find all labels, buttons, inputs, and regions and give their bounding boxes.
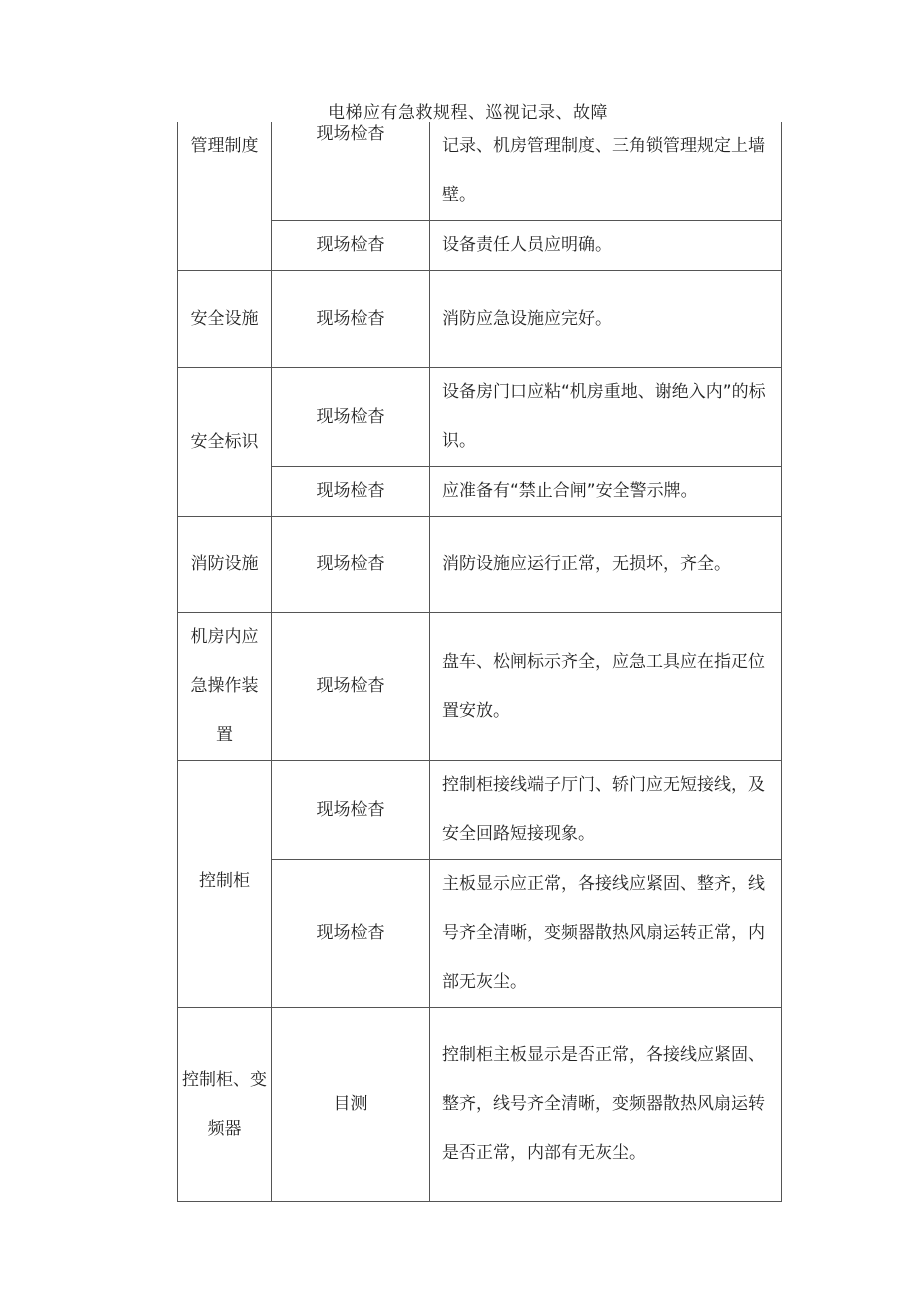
requirement-text: 盘车、松闸标示齐全，应急工具应在指疋位置安放。 <box>442 651 765 721</box>
method-label: 现场检杳 <box>316 676 385 696</box>
method-label: 现场检杳 <box>316 799 385 820</box>
table-row <box>178 271 782 368</box>
method-label: 目测 <box>333 1094 368 1114</box>
requirement-text: 消防设施应运行正常，无损坏，齐全。 <box>442 554 731 574</box>
method-cell <box>272 122 430 221</box>
method-cell <box>272 1008 430 1202</box>
category-label: 控制柜 <box>199 871 250 891</box>
method-label: 现场检杳 <box>316 554 385 574</box>
category-label: 管理制度 <box>190 136 259 156</box>
method-label: 现场检杳 <box>316 124 385 144</box>
requirement-text: 设备房门口应粘“机房重地、谢绝入内”的标识。 <box>442 382 766 451</box>
table-row <box>178 368 782 467</box>
header-text: 电梯应有急救规程、巡视记录、故障 <box>328 103 608 123</box>
category-label: 安全标识 <box>190 431 259 452</box>
method-label: 现场检杳 <box>316 406 385 427</box>
requirement-text: 设备责任人员应明确。 <box>442 235 612 255</box>
requirement-cell <box>430 271 782 368</box>
requirement-text: 应准备有“禁止合闸”安全警示牌。 <box>442 481 698 501</box>
requirement-cell <box>430 467 782 517</box>
category-label: 控制柜、变频器 <box>182 1069 267 1139</box>
requirement-cell <box>430 613 782 761</box>
requirement-cell <box>430 122 782 221</box>
method-label: 现场检杳 <box>316 481 385 501</box>
method-cell <box>272 517 430 613</box>
category-label: 机房内应急操作装置 <box>190 627 259 745</box>
requirement-text: 主板显示应正常，各接线应紧固、整齐，线号齐全清晰，变频器散热风扇运转正常，内部无灰尘。 <box>442 874 765 992</box>
requirement-cell <box>430 761 782 860</box>
method-cell <box>272 271 430 368</box>
category-label: 消防设施 <box>190 554 259 574</box>
method-cell <box>272 761 430 860</box>
requirement-text: 控制柜接线端子厅门、轿门应无短接线，及安全回路短接现象。 <box>442 775 765 844</box>
method-cell <box>272 860 430 1008</box>
category-cell <box>178 271 272 368</box>
method-cell <box>272 613 430 761</box>
requirement-cell <box>430 221 782 271</box>
category-cell <box>178 517 272 613</box>
table-row <box>178 761 782 860</box>
method-label: 现场检杳 <box>316 235 385 255</box>
table-row <box>178 517 782 613</box>
table-row <box>178 122 782 221</box>
requirement-cell <box>430 368 782 467</box>
method-label: 现场检杳 <box>316 923 385 943</box>
requirement-text: 消防应急设施应完好。 <box>442 308 612 329</box>
category-cell <box>178 368 272 517</box>
inspection-table <box>177 122 782 1202</box>
requirement-text: 控制柜主板显示是否正常，各接线应紧固、整齐，线号齐全清晰，变频器散热风扇运转是否正常，内部有无灰尘。 <box>442 1045 765 1163</box>
category-cell <box>178 613 272 761</box>
requirement-cell <box>430 517 782 613</box>
category-cell <box>178 761 272 1008</box>
requirement-cell <box>430 1008 782 1202</box>
requirement-cell <box>430 860 782 1008</box>
category-cell <box>178 1008 272 1202</box>
category-label: 安全设施 <box>190 308 259 329</box>
method-cell <box>272 368 430 467</box>
method-cell <box>272 221 430 271</box>
category-cell <box>178 122 272 271</box>
table-row <box>178 1008 782 1202</box>
table-row <box>178 613 782 761</box>
method-label: 现场检杳 <box>316 308 385 329</box>
method-cell <box>272 467 430 517</box>
requirement-text: 记录、机房管理制度、三角锁管理规定上墙壁。 <box>442 136 765 205</box>
